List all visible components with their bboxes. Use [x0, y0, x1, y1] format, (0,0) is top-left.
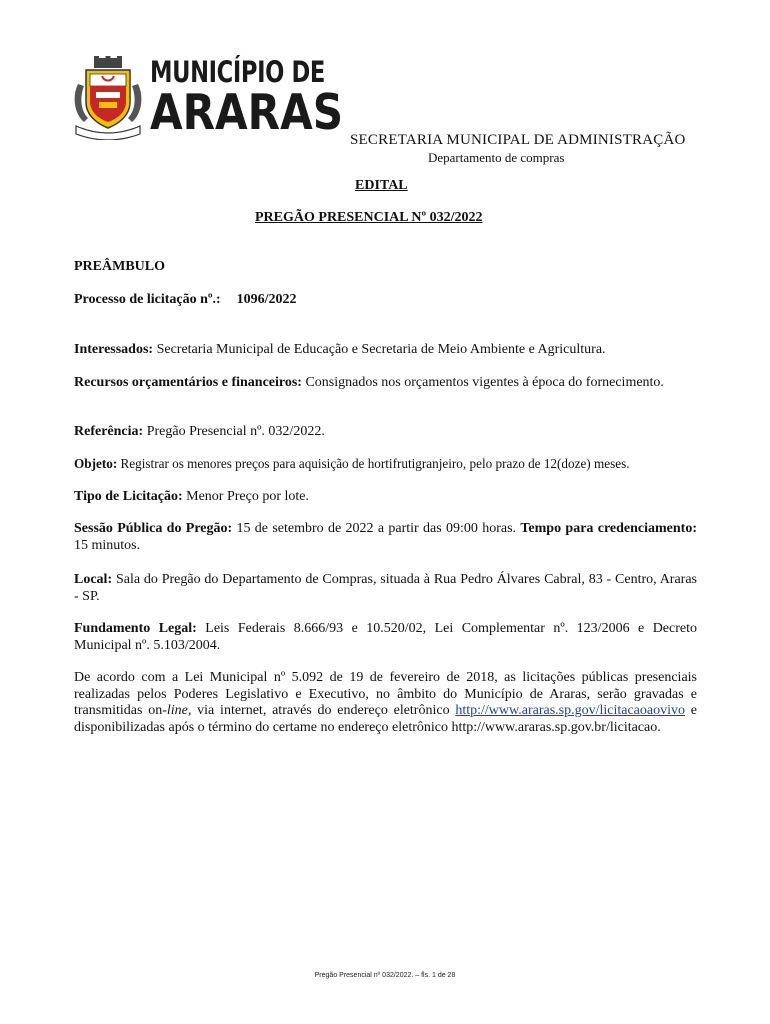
document-title: PREGÃO PRESENCIAL Nº 032/2022	[255, 210, 483, 225]
acordo-text-1: De acordo com a Lei Municipal nº 5.092 de 19 de fevereiro de 2018, as licitações públicas presenciais realizadas pelos Poderes Legislativo e Executivo, no âmbito do Município de Araras, serão gravadas e transmitidas on-	[74, 670, 697, 718]
interessados-paragraph	[74, 342, 697, 359]
processo-value: 1096/2022	[236, 292, 297, 307]
referencia-label: Referência:	[74, 424, 144, 439]
objeto-paragraph	[74, 456, 697, 473]
local-paragraph	[74, 572, 697, 605]
fundamento-value: Leis Federais 8.666/93 e 10.520/02, Lei Complementar nº. 123/2006 e Decreto Municipal nº. 5.103/2004.	[74, 621, 698, 653]
tipo-label: Tipo de Licitação:	[74, 489, 183, 504]
local-value: Sala do Pregão do Departamento de Compras, situada à Rua Pedro Álvares Cabral, 83 - Centro, Araras - SP.	[74, 572, 698, 604]
recursos-label: Recursos orçamentários e financeiros:	[74, 375, 302, 390]
credenciamento-label: Tempo para credenciamento:	[520, 521, 697, 536]
fundamento-label: Fundamento Legal:	[74, 621, 197, 636]
sessao-paragraph	[74, 521, 697, 554]
acordo-online: line,	[166, 703, 192, 718]
secretaria-title: SECRETARIA MUNICIPAL DE ADMINISTRAÇÃO	[350, 132, 686, 148]
acordo-paragraph	[74, 670, 697, 736]
referencia-value: Pregão Presencial nº. 032/2022.	[146, 424, 325, 439]
licitacao-ao-vivo-link[interactable]: http://www.araras.sp.gov/licitacaoaovivo	[455, 703, 685, 718]
document-type: EDITAL	[355, 178, 408, 193]
acordo-text-2: via internet, através do endereço eletrônico	[191, 703, 456, 718]
logo-wordmark	[150, 55, 375, 141]
credenciamento-value: 15 minutos.	[74, 537, 141, 553]
interessados-value: Secretaria Municipal de Educação e Secretaria de Meio Ambiente e Agricultura.	[156, 342, 606, 357]
page-footer: Pregão Presencial nº 032/2022. – fls. 1 de 28	[314, 972, 456, 979]
objeto-label: Objeto:	[74, 456, 118, 471]
municipio-logo	[72, 55, 344, 141]
processo-line	[74, 292, 697, 309]
sessao-value: 15 de setembro de 2022 a partir das 09:00 horas.	[236, 521, 517, 536]
departamento-subtitle: Departamento de compras	[428, 150, 565, 165]
preambulo-heading	[74, 259, 697, 276]
tipo-value: Menor Preço por lote.	[186, 489, 309, 504]
sessao-label: Sessão Pública do Pregão:	[74, 521, 233, 536]
recursos-paragraph	[74, 375, 697, 392]
tipo-paragraph	[74, 489, 697, 506]
processo-label: Processo de licitação nº.:	[74, 292, 221, 307]
interessados-label: Interessados:	[74, 342, 154, 357]
recursos-value: Consignados nos orçamentos vigentes à época do fornecimento.	[305, 375, 664, 390]
acordo-text-3: e disponibilizadas após o término do certame no endereço eletrônico http://www.araras.sp.gov.br/licitacao.	[74, 703, 697, 735]
logo-line-2: ARARAS	[150, 84, 344, 141]
objeto-value: Registrar os menores preços para aquisição de hortifrutigranjeiro, pelo prazo de 12(doze) meses.	[120, 456, 630, 471]
logo-line-1: MUNICÍPIO DE	[150, 55, 325, 89]
local-label: Local:	[74, 572, 113, 587]
preambulo-heading-text: PREÂMBULO	[74, 259, 165, 274]
coat-of-arms-icon	[72, 56, 144, 140]
fundamento-paragraph	[74, 621, 697, 654]
referencia-paragraph	[74, 424, 697, 441]
